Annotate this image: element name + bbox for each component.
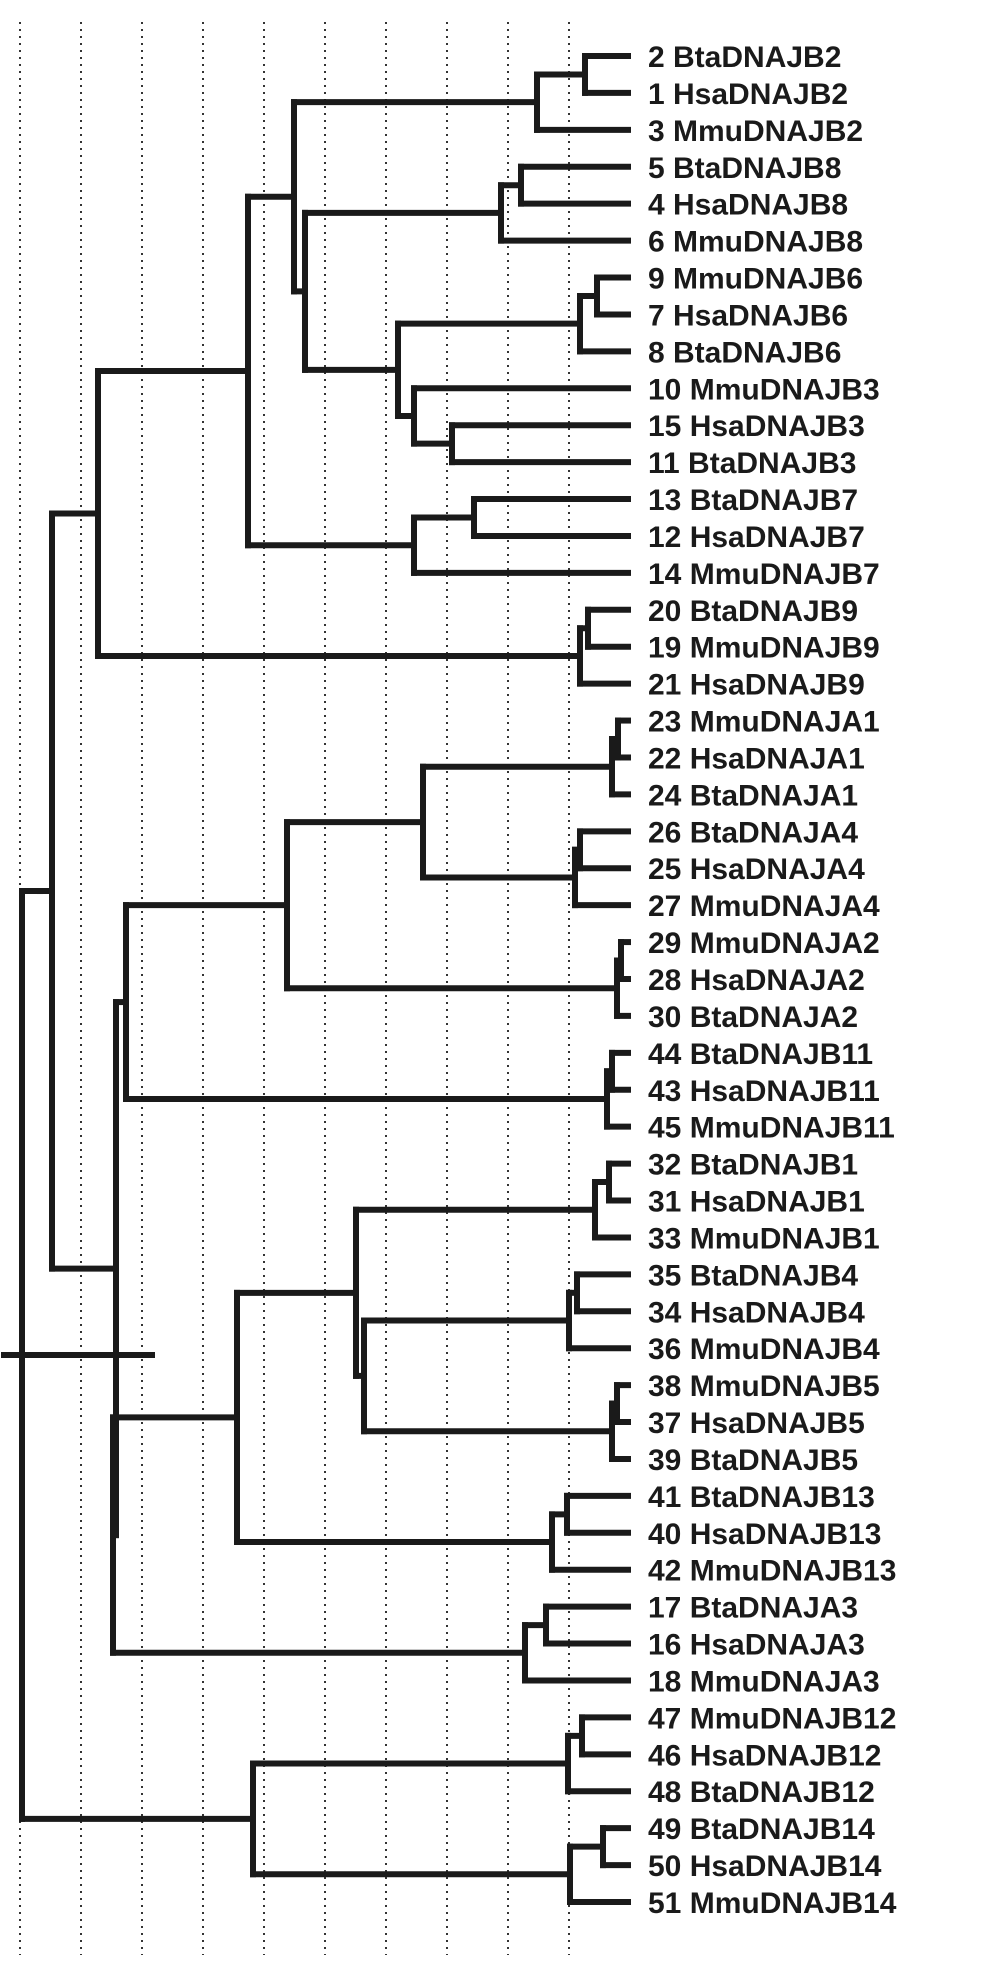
- leaf-label: 3 MmuDNAJB2: [648, 114, 864, 148]
- leaf-label: 47 MmuDNAJB12: [648, 1702, 897, 1736]
- leaf-label: 25 HsaDNAJA4: [648, 853, 865, 887]
- leaf-label: 19 MmuDNAJB9: [648, 631, 880, 665]
- leaf-label: 2 BtaDNAJB2: [648, 41, 842, 74]
- leaf-label: 50 HsaDNAJB14: [648, 1850, 882, 1884]
- leaf-label: 14 MmuDNAJB7: [648, 557, 880, 591]
- leaf-label: 36 MmuDNAJB4: [648, 1333, 880, 1367]
- leaf-label: 9 MmuDNAJB6: [648, 262, 864, 296]
- leaf-label: 31 HsaDNAJB1: [648, 1185, 865, 1219]
- leaf-label: 23 MmuDNAJA1: [648, 705, 880, 739]
- leaf-label: 49 BtaDNAJB14: [648, 1813, 875, 1847]
- leaf-label: 39 BtaDNAJB5: [648, 1443, 859, 1477]
- leaf-label: 51 MmuDNAJB14: [648, 1887, 897, 1920]
- leaf-label: 34 HsaDNAJB4: [648, 1296, 865, 1330]
- leaf-label: 27 MmuDNAJA4: [648, 890, 880, 924]
- leaf-label: 41 BtaDNAJB13: [648, 1480, 875, 1514]
- leaf-label: 18 MmuDNAJA3: [648, 1665, 880, 1699]
- leaf-label: 16 HsaDNAJA3: [648, 1628, 865, 1662]
- leaf-label: 1 HsaDNAJB2: [648, 77, 849, 111]
- leaf-label: 26 BtaDNAJA4: [648, 816, 859, 850]
- leaf-label: 40 HsaDNAJB13: [648, 1517, 882, 1551]
- leaf-label: 46 HsaDNAJB12: [648, 1739, 882, 1773]
- leaf-label: 17 BtaDNAJA3: [648, 1591, 859, 1625]
- leaf-label: 32 BtaDNAJB1: [648, 1148, 859, 1182]
- leaf-label: 45 MmuDNAJB11: [648, 1111, 895, 1145]
- leaf-label: 13 BtaDNAJB7: [648, 484, 859, 518]
- leaf-label: 11 BtaDNAJB3: [648, 447, 857, 481]
- leaf-label: 28 HsaDNAJA2: [648, 964, 865, 997]
- leaf-label: 30 BtaDNAJA2: [648, 1000, 859, 1034]
- leaf-label: 37 HsaDNAJB5: [648, 1407, 865, 1441]
- leaf-label: 29 MmuDNAJA2: [648, 927, 880, 961]
- leaf-label: 5 BtaDNAJB8: [648, 151, 842, 185]
- leaf-label: 10 MmuDNAJB3: [648, 373, 880, 407]
- leaf-label: 15 HsaDNAJB3: [648, 410, 865, 444]
- leaf-label: 48 BtaDNAJB12: [648, 1776, 875, 1810]
- leaf-label: 43 HsaDNAJB11: [648, 1074, 880, 1108]
- leaf-label: 35 BtaDNAJB4: [648, 1259, 859, 1293]
- leaf-label: 44 BtaDNAJB11: [648, 1037, 874, 1071]
- leaf-label: 12 HsaDNAJB7: [648, 520, 865, 554]
- leaf-label: 6 MmuDNAJB8: [648, 225, 864, 259]
- tree-branches: [4, 56, 628, 1902]
- leaf-label: 20 BtaDNAJB9: [648, 594, 859, 628]
- leaf-label: 7 HsaDNAJB6: [648, 299, 849, 333]
- leaf-label: 22 HsaDNAJA1: [648, 742, 865, 776]
- leaf-labels: [648, 41, 897, 1920]
- leaf-label: 24 BtaDNAJA1: [648, 779, 859, 813]
- leaf-label: 8 BtaDNAJB6: [648, 336, 842, 370]
- leaf-label: 38 MmuDNAJB5: [648, 1370, 880, 1404]
- leaf-label: 21 HsaDNAJB9: [648, 668, 865, 702]
- leaf-label: 33 MmuDNAJB1: [648, 1222, 880, 1256]
- leaf-label: 42 MmuDNAJB13: [648, 1554, 897, 1588]
- leaf-label: 4 HsaDNAJB8: [648, 188, 849, 222]
